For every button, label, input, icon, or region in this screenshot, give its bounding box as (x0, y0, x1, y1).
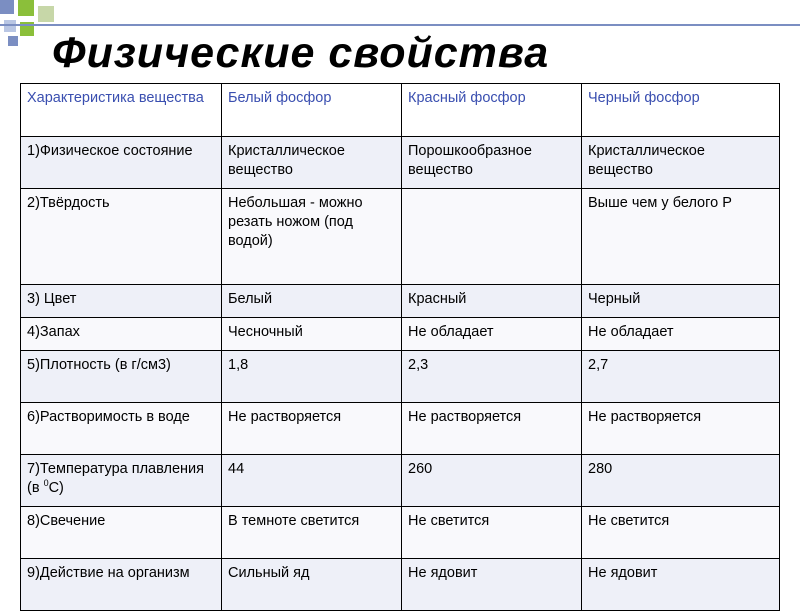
cell-black: Не растворяется (582, 403, 780, 455)
cell-black: Не ядовит (582, 559, 780, 611)
cell-red: Не ядовит (402, 559, 582, 611)
deco-square-2 (18, 0, 34, 16)
row-property: 1)Физическое состояние (21, 137, 222, 189)
table-row (21, 318, 780, 351)
row-property: 2)Твёрдость (21, 189, 222, 285)
cell-black: Кристаллическое вещество (582, 137, 780, 189)
cell-white: В темноте светится (222, 507, 402, 559)
cell-white: Чесночный (222, 318, 402, 351)
prop-suffix: С) (48, 480, 64, 496)
table-row (21, 403, 780, 455)
header-characteristic: Характеристика вещества (21, 84, 222, 137)
properties-table (20, 83, 780, 611)
row-property (21, 455, 222, 507)
cell-white: Небольшая - можно резать ножом (под водой) (222, 189, 402, 285)
cell-white: Белый (222, 285, 402, 318)
table-row (21, 559, 780, 611)
row-property: 6)Растворимость в воде (21, 403, 222, 455)
cell-white: Сильный яд (222, 559, 402, 611)
row-property: 3) Цвет (21, 285, 222, 318)
cell-white: Кристаллическое вещество (222, 137, 402, 189)
table-row (21, 351, 780, 403)
deco-square-6 (8, 36, 18, 46)
cell-black: Не светится (582, 507, 780, 559)
header-black-phosphorus: Черный фосфор (582, 84, 780, 137)
table-header-row (21, 84, 780, 137)
row-property: 9)Действие на организм (21, 559, 222, 611)
cell-red: Не растворяется (402, 403, 582, 455)
deco-square-4 (4, 20, 16, 32)
prop-superscript: 0 (43, 478, 49, 489)
prop-prefix: 7)Температура плавления (в (27, 461, 204, 496)
cell-red: Красный (402, 285, 582, 318)
table-row (21, 285, 780, 318)
cell-white: 1,8 (222, 351, 402, 403)
cell-black: 2,7 (582, 351, 780, 403)
row-property: 4)Запах (21, 318, 222, 351)
table-row (21, 455, 780, 507)
cell-black: 280 (582, 455, 780, 507)
header-white-phosphorus: Белый фосфор (222, 84, 402, 137)
title-rule (0, 24, 800, 26)
cell-red: Порошкообразное вещество (402, 137, 582, 189)
row-property: 8)Свечение (21, 507, 222, 559)
table-row (21, 507, 780, 559)
cell-red: 260 (402, 455, 582, 507)
table-row (21, 137, 780, 189)
cell-white: 44 (222, 455, 402, 507)
table-row (21, 189, 780, 285)
row-property: 5)Плотность (в г/см3) (21, 351, 222, 403)
deco-square-3 (38, 6, 54, 22)
header-red-phosphorus: Красный фосфор (402, 84, 582, 137)
page-title: Физические свойства (52, 29, 550, 77)
cell-red: Не обладает (402, 318, 582, 351)
cell-red: Не светится (402, 507, 582, 559)
cell-red (402, 189, 582, 285)
cell-black: Не обладает (582, 318, 780, 351)
deco-square-1 (0, 0, 14, 14)
cell-white: Не растворяется (222, 403, 402, 455)
cell-black: Черный (582, 285, 780, 318)
cell-red: 2,3 (402, 351, 582, 403)
cell-black: Выше чем у белого Р (582, 189, 780, 285)
